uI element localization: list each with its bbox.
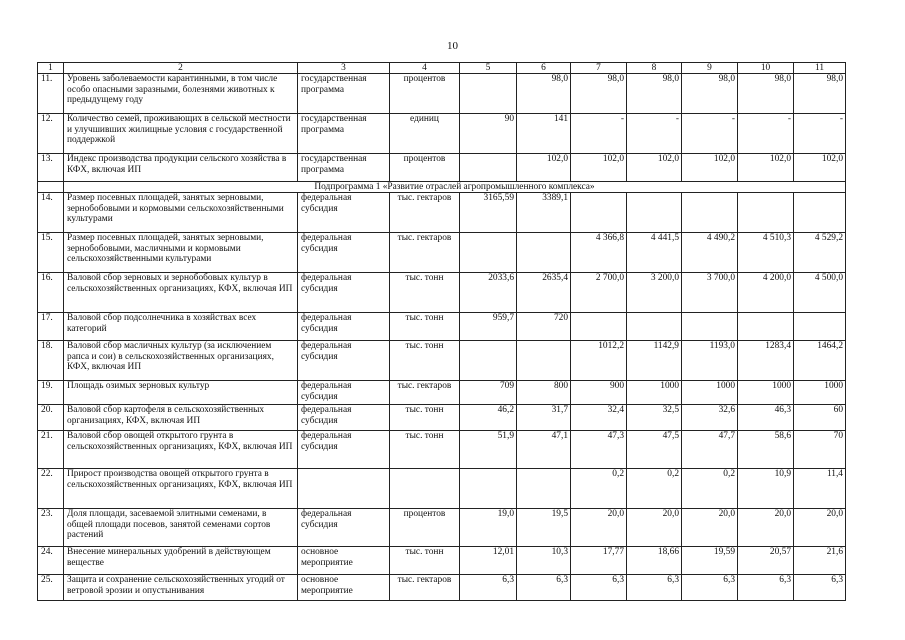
value-cell: 70 bbox=[794, 431, 846, 469]
table-row bbox=[38, 74, 846, 114]
funding-source: федеральная субсидия bbox=[298, 381, 390, 405]
value-cell: 20,57 bbox=[738, 547, 794, 575]
row-number: 25. bbox=[38, 575, 64, 601]
value-cell bbox=[460, 233, 517, 273]
value-cell: 6,3 bbox=[627, 575, 682, 601]
unit-of-measure: процентов bbox=[390, 154, 460, 182]
value-cell: 20,0 bbox=[571, 509, 627, 547]
value-cell: 102,0 bbox=[517, 154, 571, 182]
unit-of-measure: тыс. тонн bbox=[390, 273, 460, 313]
value-cell: 1012,2 bbox=[571, 341, 627, 381]
value-cell: 6,3 bbox=[682, 575, 738, 601]
funding-source: федеральная субсидия bbox=[298, 509, 390, 547]
value-cell: 32,6 bbox=[682, 405, 738, 431]
value-cell: 47,5 bbox=[627, 431, 682, 469]
value-cell: 6,3 bbox=[517, 575, 571, 601]
value-cell: 58,6 bbox=[738, 431, 794, 469]
subprogram-title: Подпрограмма 1 «Развитие отраслей агропромышленного комплекса» bbox=[64, 182, 846, 193]
value-cell: 11,4 bbox=[794, 469, 846, 509]
value-cell: 102,0 bbox=[794, 154, 846, 182]
value-cell: 6,3 bbox=[571, 575, 627, 601]
value-cell: 4 200,0 bbox=[738, 273, 794, 313]
value-cell: 1000 bbox=[627, 381, 682, 405]
value-cell: 709 bbox=[460, 381, 517, 405]
value-cell bbox=[794, 193, 846, 233]
value-cell bbox=[571, 313, 627, 341]
table-row bbox=[38, 509, 846, 547]
value-cell: 3 700,0 bbox=[682, 273, 738, 313]
value-cell: 20,0 bbox=[738, 509, 794, 547]
column-header: 9 bbox=[682, 63, 738, 74]
value-cell: - bbox=[682, 114, 738, 154]
column-header: 3 bbox=[298, 63, 390, 74]
value-cell: 900 bbox=[571, 381, 627, 405]
value-cell: 4 500,0 bbox=[794, 273, 846, 313]
value-cell: 98,0 bbox=[517, 74, 571, 114]
value-cell: 46,2 bbox=[460, 405, 517, 431]
value-cell: 4 529,2 bbox=[794, 233, 846, 273]
row-number: 14. bbox=[38, 193, 64, 233]
table-row bbox=[38, 193, 846, 233]
value-cell: 90 bbox=[460, 114, 517, 154]
unit-of-measure: процентов bbox=[390, 74, 460, 114]
column-header: 11 bbox=[794, 63, 846, 74]
value-cell: 2033,6 bbox=[460, 273, 517, 313]
value-cell: 19,5 bbox=[517, 509, 571, 547]
value-cell: 4 441,5 bbox=[627, 233, 682, 273]
value-cell: 32,4 bbox=[571, 405, 627, 431]
indicator-name: Индекс производства продукции сельского хозяйства в КФХ, включая ИП bbox=[64, 154, 298, 182]
value-cell: 1193,0 bbox=[682, 341, 738, 381]
value-cell bbox=[460, 74, 517, 114]
value-cell: 32,5 bbox=[627, 405, 682, 431]
value-cell: - bbox=[738, 114, 794, 154]
column-header: 8 bbox=[627, 63, 682, 74]
value-cell: 20,0 bbox=[682, 509, 738, 547]
value-cell: 141 bbox=[517, 114, 571, 154]
value-cell: 2 700,0 bbox=[571, 273, 627, 313]
funding-source: государственная программа bbox=[298, 74, 390, 114]
column-header: 10 bbox=[738, 63, 794, 74]
value-cell: 10,9 bbox=[738, 469, 794, 509]
column-header-row bbox=[38, 63, 846, 74]
row-number: 23. bbox=[38, 509, 64, 547]
value-cell: 4 510,3 bbox=[738, 233, 794, 273]
unit-of-measure: тыс. тонн bbox=[390, 431, 460, 469]
value-cell bbox=[460, 469, 517, 509]
value-cell bbox=[682, 193, 738, 233]
indicator-name: Валовой сбор масличных культур (за исключением рапса и сои) в сельскохозяйственных организациях, КФХ, включая ИП bbox=[64, 341, 298, 381]
value-cell: 1142,9 bbox=[627, 341, 682, 381]
value-cell: 31,7 bbox=[517, 405, 571, 431]
value-cell bbox=[627, 313, 682, 341]
table-row bbox=[38, 341, 846, 381]
funding-source: федеральная субсидия bbox=[298, 405, 390, 431]
value-cell bbox=[682, 313, 738, 341]
value-cell: 0,2 bbox=[571, 469, 627, 509]
value-cell: 102,0 bbox=[682, 154, 738, 182]
table-row bbox=[38, 273, 846, 313]
value-cell: 1000 bbox=[794, 381, 846, 405]
value-cell: 3165,59 bbox=[460, 193, 517, 233]
table-row bbox=[38, 431, 846, 469]
unit-of-measure: процентов bbox=[390, 509, 460, 547]
indicator-name: Размер посевных площадей, занятых зерновыми, зернобобовыми и кормовыми сельскохозяйственными культурами bbox=[64, 193, 298, 233]
unit-of-measure: тыс. тонн bbox=[390, 313, 460, 341]
value-cell: 98,0 bbox=[794, 74, 846, 114]
funding-source: основное мероприятие bbox=[298, 547, 390, 575]
indicator-name: Уровень заболеваемости карантинными, в том числе особо опасными заразными, болезнями животных к предыдущему году bbox=[64, 74, 298, 114]
value-cell bbox=[571, 193, 627, 233]
table-row bbox=[38, 154, 846, 182]
value-cell: 47,3 bbox=[571, 431, 627, 469]
column-header: 1 bbox=[38, 63, 64, 74]
unit-of-measure: тыс. тонн bbox=[390, 341, 460, 381]
indicator-name: Размер посевных площадей, занятых зерновыми, зернобобовыми, масличными и кормовыми сельскохозяйственными культурами bbox=[64, 233, 298, 273]
value-cell: 959,7 bbox=[460, 313, 517, 341]
funding-source: основное мероприятие bbox=[298, 575, 390, 601]
funding-source bbox=[298, 469, 390, 509]
funding-source: федеральная субсидия bbox=[298, 233, 390, 273]
value-cell: 800 bbox=[517, 381, 571, 405]
value-cell: 0,2 bbox=[627, 469, 682, 509]
value-cell: 17,77 bbox=[571, 547, 627, 575]
funding-source: федеральная субсидия bbox=[298, 431, 390, 469]
value-cell: - bbox=[794, 114, 846, 154]
value-cell: 1283,4 bbox=[738, 341, 794, 381]
funding-source: государственная программа bbox=[298, 114, 390, 154]
value-cell: 19,0 bbox=[460, 509, 517, 547]
value-cell bbox=[738, 313, 794, 341]
value-cell: 102,0 bbox=[738, 154, 794, 182]
value-cell: 20,0 bbox=[794, 509, 846, 547]
value-cell bbox=[517, 469, 571, 509]
value-cell: 51,9 bbox=[460, 431, 517, 469]
row-number: 13. bbox=[38, 154, 64, 182]
unit-of-measure: тыс. гектаров bbox=[390, 575, 460, 601]
indicator-name: Площадь озимых зерновых культур bbox=[64, 381, 298, 405]
value-cell: 98,0 bbox=[627, 74, 682, 114]
value-cell: 102,0 bbox=[571, 154, 627, 182]
value-cell: 0,2 bbox=[682, 469, 738, 509]
unit-of-measure: тыс. гектаров bbox=[390, 233, 460, 273]
value-cell bbox=[517, 341, 571, 381]
value-cell: - bbox=[571, 114, 627, 154]
value-cell: 19,59 bbox=[682, 547, 738, 575]
funding-source: федеральная субсидия bbox=[298, 273, 390, 313]
value-cell: 3 200,0 bbox=[627, 273, 682, 313]
indicator-name: Валовой сбор подсолнечника в хозяйствах всех категорий bbox=[64, 313, 298, 341]
unit-of-measure bbox=[390, 469, 460, 509]
value-cell: 102,0 bbox=[627, 154, 682, 182]
value-cell: 4 366,8 bbox=[571, 233, 627, 273]
value-cell: 6,3 bbox=[794, 575, 846, 601]
value-cell bbox=[517, 233, 571, 273]
row-number: 16. bbox=[38, 273, 64, 313]
value-cell: 3389,1 bbox=[517, 193, 571, 233]
column-header: 6 bbox=[517, 63, 571, 74]
subprogram-header-row bbox=[38, 182, 846, 193]
value-cell: 21,6 bbox=[794, 547, 846, 575]
row-number: 11. bbox=[38, 74, 64, 114]
column-header: 2 bbox=[64, 63, 298, 74]
indicators-table bbox=[37, 62, 846, 601]
value-cell: 98,0 bbox=[738, 74, 794, 114]
indicator-name: Валовой сбор овощей открытого грунта в сельскохозяйственных организациях, КФХ, включая ИП bbox=[64, 431, 298, 469]
row-number: 18. bbox=[38, 341, 64, 381]
table-row bbox=[38, 575, 846, 601]
row-number: 20. bbox=[38, 405, 64, 431]
value-cell: 6,3 bbox=[460, 575, 517, 601]
funding-source: федеральная субсидия bbox=[298, 313, 390, 341]
value-cell: 4 490,2 bbox=[682, 233, 738, 273]
unit-of-measure: тыс. гектаров bbox=[390, 193, 460, 233]
table-cell-empty bbox=[38, 182, 64, 193]
value-cell: 2635,4 bbox=[517, 273, 571, 313]
value-cell: 6,3 bbox=[738, 575, 794, 601]
value-cell bbox=[460, 154, 517, 182]
row-number: 21. bbox=[38, 431, 64, 469]
table-row bbox=[38, 469, 846, 509]
table-row bbox=[38, 313, 846, 341]
value-cell bbox=[627, 193, 682, 233]
value-cell: 10,3 bbox=[517, 547, 571, 575]
value-cell: 1000 bbox=[682, 381, 738, 405]
indicator-name: Внесение минеральных удобрений в действующем веществе bbox=[64, 547, 298, 575]
table-row bbox=[38, 233, 846, 273]
value-cell bbox=[460, 341, 517, 381]
row-number: 22. bbox=[38, 469, 64, 509]
unit-of-measure: единиц bbox=[390, 114, 460, 154]
unit-of-measure: тыс. тонн bbox=[390, 547, 460, 575]
column-header: 5 bbox=[460, 63, 517, 74]
unit-of-measure: тыс. тонн bbox=[390, 405, 460, 431]
row-number: 15. bbox=[38, 233, 64, 273]
table-row bbox=[38, 547, 846, 575]
indicator-name: Доля площади, засеваемой элитными семенами, в общей площади посевов, занятой семенами сортов растений bbox=[64, 509, 298, 547]
value-cell: 1000 bbox=[738, 381, 794, 405]
value-cell: 46,3 bbox=[738, 405, 794, 431]
funding-source: федеральная субсидия bbox=[298, 193, 390, 233]
indicator-name: Количество семей, проживающих в сельской местности и улучшивших жилищные условия с государственной поддержкой bbox=[64, 114, 298, 154]
column-header: 7 bbox=[571, 63, 627, 74]
row-number: 17. bbox=[38, 313, 64, 341]
funding-source: государственная программа bbox=[298, 154, 390, 182]
value-cell: 60 bbox=[794, 405, 846, 431]
value-cell: 18,66 bbox=[627, 547, 682, 575]
value-cell: 47,7 bbox=[682, 431, 738, 469]
value-cell bbox=[794, 313, 846, 341]
value-cell: 98,0 bbox=[682, 74, 738, 114]
value-cell: 12,01 bbox=[460, 547, 517, 575]
indicator-name: Валовой сбор зерновых и зернобобовых культур в сельскохозяйственных организациях, КФХ, включая ИП bbox=[64, 273, 298, 313]
table-row bbox=[38, 114, 846, 154]
value-cell: 1464,2 bbox=[794, 341, 846, 381]
row-number: 24. bbox=[38, 547, 64, 575]
page-number: 10 bbox=[447, 40, 458, 52]
row-number: 19. bbox=[38, 381, 64, 405]
indicator-name: Валовой сбор картофеля в сельскохозяйственных организациях, КФХ, включая ИП bbox=[64, 405, 298, 431]
indicator-name: Защита и сохранение сельскохозяйственных угодий от ветровой эрозии и опустынивания bbox=[64, 575, 298, 601]
indicator-name: Прирост производства овощей открытого грунта в сельскохозяйственных организациях, КФХ, включая ИП bbox=[64, 469, 298, 509]
funding-source: федеральная субсидия bbox=[298, 341, 390, 381]
value-cell: - bbox=[627, 114, 682, 154]
row-number: 12. bbox=[38, 114, 64, 154]
value-cell: 20,0 bbox=[627, 509, 682, 547]
unit-of-measure: тыс. гектаров bbox=[390, 381, 460, 405]
table-row bbox=[38, 381, 846, 405]
value-cell: 47,1 bbox=[517, 431, 571, 469]
value-cell: 98,0 bbox=[571, 74, 627, 114]
table-row bbox=[38, 405, 846, 431]
column-header: 4 bbox=[390, 63, 460, 74]
value-cell: 720 bbox=[517, 313, 571, 341]
value-cell bbox=[738, 193, 794, 233]
